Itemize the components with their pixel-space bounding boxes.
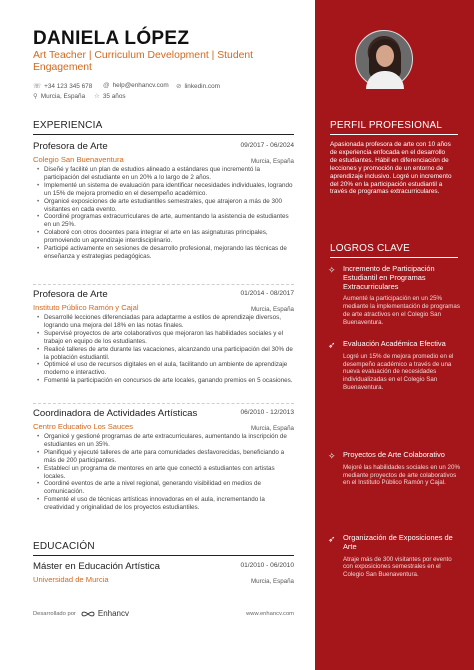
profile-rule: [330, 134, 458, 135]
job-entry: [33, 141, 294, 261]
linkedin-text: linkedin.com: [184, 82, 220, 90]
rocket-icon: ➶: [328, 340, 336, 350]
age-contact: [94, 92, 126, 100]
job-role: Profesora de Arte: [33, 141, 108, 152]
job-bullets: [33, 314, 294, 385]
achievement-desc: Atraje más de 300 visitantes por evento con exposiciones semestrales en el Colegio San Buenaventura.: [343, 555, 452, 579]
link-icon: ⊘: [176, 83, 182, 90]
bullet-item: • Realicé talleres de arte durante las vacaciones, alcanzando una participación del 30% de la población estudiantil.: [33, 346, 294, 362]
achievements-rule: [330, 257, 458, 258]
job-bullets: [33, 166, 294, 261]
location-text: Murcia, España: [40, 92, 86, 100]
job-bullets: [33, 433, 294, 512]
achievement-title: Organización de Exposiciones de Arte: [343, 533, 453, 551]
bullet-item: • Implementé un sistema de evaluación para identificar necesidades individuales, logrando un 15% de mejora promedio en el desempeño académico.: [33, 182, 294, 198]
achievement-desc: Logré un 15% de mejora promedio en el desempeño académico a través de una nueva evaluación de necesidades individualizadas en el Colegio San Buenaventura.: [343, 352, 454, 391]
achievement-desc: Mejoré las habilidades sociales en un 20% mediante proyectos de arte colaborativos en el Instituto Público Ramón y Cajal.: [343, 463, 460, 487]
bullet-item: • Establecí un programa de mentores en arte que conectó a estudiantes con artistas locales.: [33, 465, 294, 481]
bullet-item: • Coordiné programas extracurriculares de arte, aumentando la asistencia de estudiantes en un 25%.: [33, 213, 294, 229]
candidate-name: DANIELA LÓPEZ: [33, 28, 190, 49]
job-company[interactable]: Centro Educativo Los Sauces: [33, 422, 134, 431]
bullet-item: • Colaboré con otros docentes para integrar el arte en las asignaturas principales, promoviendo un aprendizaje interdisciplinario.: [33, 229, 294, 245]
bullet-item: • Participé activamente en sesiones de desarrollo profesional, mejorando las técnicas de enseñanza y estrategias pedagógicas.: [33, 245, 294, 261]
education-entry: [33, 561, 294, 584]
star-icon: ☆: [94, 93, 100, 100]
profile-photo: [355, 30, 413, 88]
email-text: help@enhancv.com: [112, 82, 169, 89]
job-divider: [33, 284, 294, 285]
education-heading: EDUCACIÓN: [33, 541, 95, 552]
achievement-item: [328, 340, 463, 392]
job-entry: [33, 408, 294, 512]
bullet-item: • Organicé y gestioné programas de arte extracurriculares, aumentando la inscripción de estudiantes en un 35%.: [33, 433, 294, 449]
job-company[interactable]: Colegio San Buenaventura: [33, 155, 124, 164]
job-date: 01/2014 - 08/2017: [240, 290, 294, 297]
footer-brand[interactable]: [81, 609, 129, 618]
achievement-title: Incremento de Participación Estudiantil en Programas Extracurriculares: [343, 264, 435, 291]
footer: [33, 609, 294, 618]
email-contact[interactable]: [103, 82, 169, 89]
job-location: Murcia, España: [251, 158, 294, 165]
education-location: Murcia, España: [251, 578, 294, 585]
job-company[interactable]: Instituto Público Ramón y Cajal: [33, 303, 139, 312]
bullet-item: • Coordiné eventos de arte a nivel regional, generando visibilidad en medios de comunicación.: [33, 480, 294, 496]
bullet-item: • Supervisé proyectos de arte colaborativos que mejoraron las habilidades sociales y el trabajo en equipo de los estudiantes.: [33, 330, 294, 346]
job-date: 09/2017 - 06/2024: [240, 142, 294, 149]
bullet-item: • Planifiqué y ejecuté talleres de arte para comunidades desfavorecidas, beneficiando a más de 200 participantes.: [33, 449, 294, 465]
phone-icon: ☏: [33, 83, 42, 90]
achievements-heading: LOGROS CLAVE: [330, 243, 411, 254]
bullet-item: • Fomenté el uso de técnicas artísticas innovadoras en el aula, incrementando la creatividad y originalidad de los proyectos estudiantiles.: [33, 496, 294, 512]
phone-text: +34 123 345 678: [44, 82, 93, 90]
footer-site[interactable]: www.enhancv.com: [246, 610, 294, 617]
sparkle-icon: ✧: [328, 265, 336, 275]
job-location: Murcia, España: [251, 425, 294, 432]
footer-brand-name: Enhancv: [97, 609, 129, 618]
job-entry: [33, 289, 294, 385]
education-school[interactable]: Universidad de Murcia: [33, 575, 109, 584]
location-pin-icon: ⚲: [33, 93, 38, 100]
bullet-item: • Fomenté la participación en concursos de arte locales, ganando premios en 5 ocasiones.: [33, 377, 294, 385]
achievement-item: [328, 534, 463, 579]
location-contact: [33, 92, 85, 100]
bullet-item: • Desarrollé lecciones diferenciadas para adaptarme a estilos de aprendizaje diversos, logrando una mejora del 18% en las notas finales.: [33, 314, 294, 330]
profile-summary: Apasionada profesora de arte con 10 años de experiencia enfocada en el desarrollo de estudiantes. Hábil en diferenciación de lecciones y promoción de un entorno de aprendizaje inclusivo. Logré un incremento del 20% en la participación estudiantil a través de programas extracurriculares.: [330, 141, 452, 196]
education-rule: [33, 555, 294, 556]
achievement-desc: Aumenté la participación en un 25% mediante la implementación de programas de arte atractivos en el Colegio San Buenaventura.: [343, 295, 460, 326]
experience-rule: [33, 134, 294, 135]
job-role: Profesora de Arte: [33, 289, 108, 300]
education-date: 01/2010 - 06/2010: [240, 562, 294, 569]
job-role: Coordinadora de Actividades Artísticas: [33, 408, 198, 419]
job-location: Murcia, España: [251, 306, 294, 313]
achievement-item: [328, 265, 463, 327]
phone-contact[interactable]: [33, 82, 92, 90]
job-divider: [33, 403, 294, 404]
profile-heading: PERFIL PROFESIONAL: [330, 120, 443, 131]
rocket-icon: ➶: [328, 534, 336, 544]
education-degree: Máster en Educación Artística: [33, 561, 160, 572]
candidate-headline: Art Teacher | Curriculum Development | Student Engagement: [33, 50, 254, 73]
experience-heading: EXPERIENCIA: [33, 120, 103, 131]
footer-developed-by: Desarrollado por: [33, 610, 76, 617]
linkedin-contact[interactable]: [176, 82, 220, 90]
bullet-item: • Organicé exposiciones de arte estudiantiles semestrales, que atrajeron a más de 300 visitantes en cada evento.: [33, 198, 294, 214]
job-date: 06/2010 - 12/2013: [240, 409, 294, 416]
achievement-title: Evaluación Académica Efectiva: [343, 339, 446, 348]
enhancv-logo-icon: [81, 610, 95, 618]
bullet-item: • Diseñé y facilité un plan de estudios alineado a estándares que incrementó la participación del estudiante en un 20% a lo largo de 2 años.: [33, 166, 294, 182]
at-icon: @: [103, 82, 110, 89]
sparkle-icon: ✧: [328, 451, 336, 461]
achievement-item: [328, 451, 463, 487]
bullet-item: • Optimicé el uso de recursos digitales en el aula, facilitando un ambiente de aprendizaje moderno e interactivo.: [33, 361, 294, 377]
age-text: 35 años: [102, 92, 126, 100]
achievement-title: Proyectos de Arte Colaborativo: [343, 450, 445, 459]
